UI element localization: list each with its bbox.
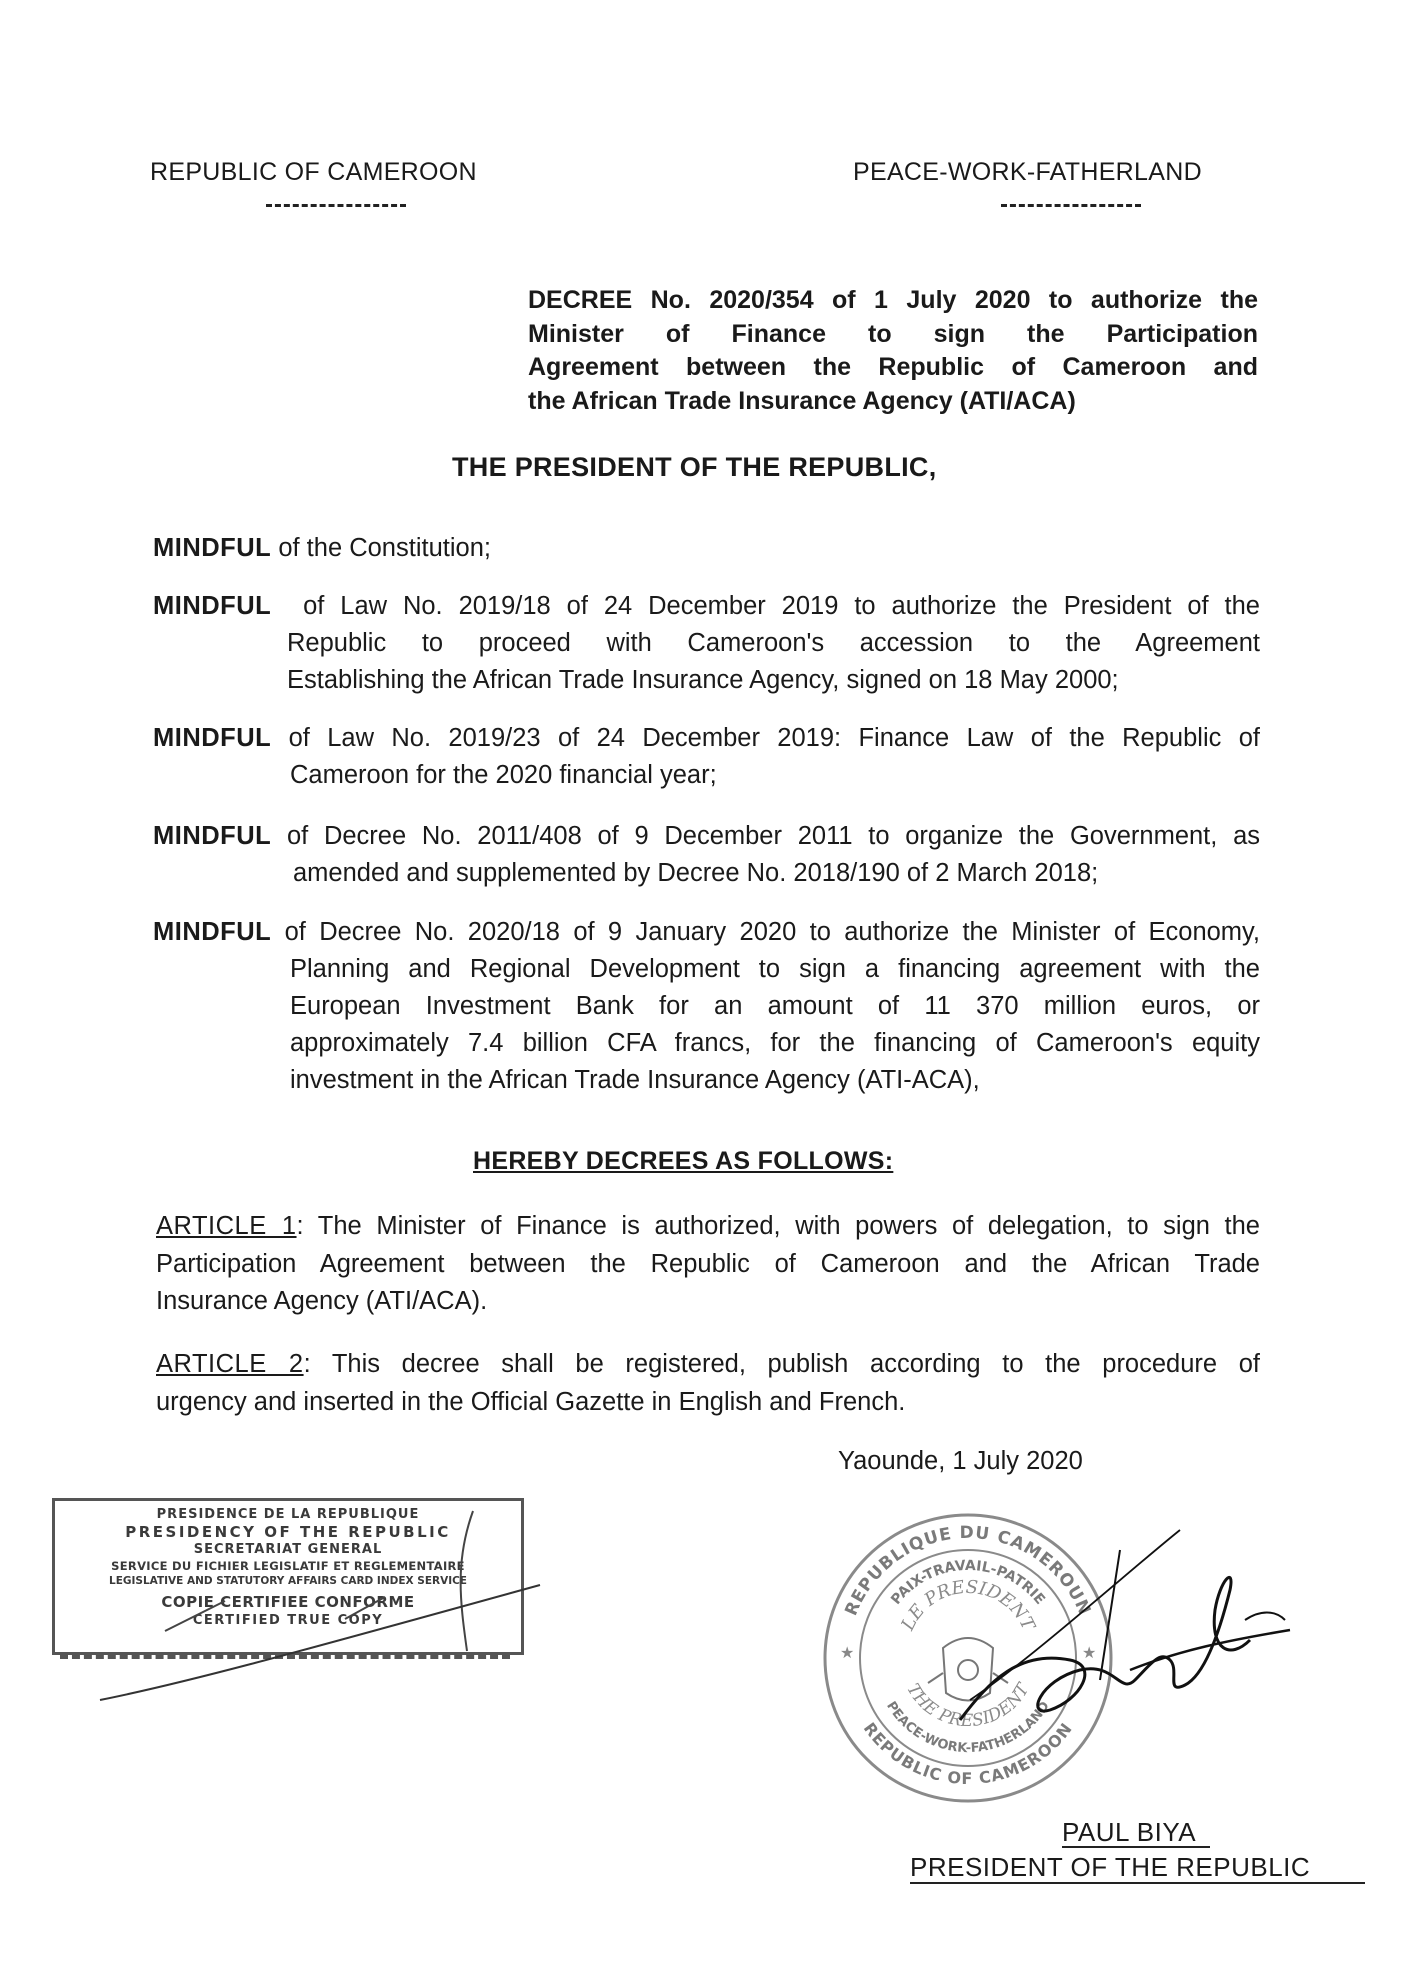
seal-label-top: LE PRESIDENT (897, 1576, 1039, 1634)
header-left-title: REPUBLIC OF CAMEROON (150, 158, 477, 186)
mindful-text: European Investment Bank for an amount of 11 370 million euros, or (290, 992, 1260, 1020)
mindful-text: Cameroon for the 2020 financial year; (290, 761, 717, 789)
stamp-pen-stroke (80, 1580, 550, 1720)
article-text: Participation Agreement between the Republic of Cameroon and the African Trade (156, 1249, 1260, 1278)
mindful-clause (153, 720, 1260, 794)
stamp-line: PRESIDENCY OF THE REPUBLIC (125, 1523, 451, 1541)
decree-title-line: Minister of Finance to sign the Participation (528, 319, 1258, 348)
signatory-title-underline (910, 1882, 1365, 1884)
mindful-text: of Law No. 2019/18 of 24 December 2019 to authorize the President of the (303, 592, 1260, 620)
seal-outer-bottom: REPUBLIC OF CAMEROON (859, 1718, 1077, 1789)
mindful-keyword: MINDFUL (153, 534, 272, 562)
mindful-clause (153, 914, 1260, 1099)
mindful-text: Establishing the African Trade Insurance Agency, signed on 18 May 2000; (287, 666, 1119, 694)
stamp-line: SECRETARIAT GENERAL (193, 1542, 383, 1557)
mindful-keyword: MINDFUL (153, 592, 272, 620)
header-left-divider (266, 204, 406, 207)
stamp-line: CERTIFIED TRUE COPY (192, 1613, 384, 1628)
mindful-keyword: MINDFUL (153, 822, 272, 850)
decree-title-line: the African Trade Insurance Agency (ATI/ACA) (528, 386, 1076, 415)
place-date: Yaounde, 1 July 2020 (838, 1447, 1083, 1475)
mindful-clause (153, 818, 1260, 892)
mindful-keyword: MINDFUL (153, 724, 272, 752)
svg-text:★: ★ (1082, 1645, 1097, 1662)
article-label: ARTICLE 1 (156, 1212, 297, 1240)
seal-inner-top: PAIX-TRAVAIL-PATRIE (888, 1557, 1048, 1608)
article-text: urgency and inserted in the Official Gazette in English and French. (156, 1387, 906, 1416)
mindful-keyword: MINDFUL (153, 918, 272, 946)
mindful-text: Republic to proceed with Cameroon's accession to the Agreement (287, 629, 1260, 657)
stamp-line: COPIE CERTIFIEE CONFORME (161, 1593, 415, 1611)
article-label: ARTICLE 2 (156, 1350, 304, 1378)
svg-text:★: ★ (840, 1645, 855, 1662)
decree-title (528, 284, 1258, 418)
header-right-divider (1001, 204, 1141, 207)
article-text: : This decree shall be registered, publish according to the procedure of (303, 1350, 1261, 1378)
signatory-name: PAUL BIYA (1062, 1817, 1197, 1847)
stamp-line: PRESIDENCE DE LA REPUBLIQUE (156, 1507, 420, 1522)
decree-title-line: Agreement between the Republic of Cameroon and (528, 353, 1258, 381)
signatory-title: PRESIDENT OF THE REPUBLIC (910, 1852, 1311, 1882)
mindful-clause (153, 588, 1260, 699)
article-text: Insurance Agency (ATI/ACA). (156, 1287, 488, 1315)
article-2 (156, 1346, 1260, 1421)
stamp-line: SERVICE DU FICHIER LEGISLATIF ET REGLEMENTAIRE (111, 1559, 465, 1573)
president-signature (930, 1510, 1300, 1750)
mindful-text: approximately 7.4 billion CFA francs, for the financing of Cameroon's equity (290, 1029, 1260, 1057)
mindful-clause (153, 530, 1260, 567)
seal-inner-bottom: PEACE-WORK-FATHERLAND (883, 1698, 1053, 1757)
mindful-text: Planning and Regional Development to sign a financing agreement with the (290, 955, 1260, 983)
header-right-title: PEACE-WORK-FATHERLAND (853, 158, 1202, 186)
mindful-text: of Decree No. 2011/408 of 9 December 2011 to organize the Government, as (286, 822, 1261, 850)
stamp-line: LEGISLATIVE AND STATUTORY AFFAIRS CARD INDEX SERVICE (109, 1575, 467, 1587)
decree-title-line: DECREE No. 2020/354 of 1 July 2020 to authorize the (528, 286, 1258, 314)
seal-outer-top: REPUBLIQUE DU CAMEROUN (841, 1522, 1095, 1619)
mindful-text: of the Constitution; (278, 534, 491, 562)
mindful-text: of Decree No. 2020/18 of 9 January 2020 to authorize the Minister of Economy, (284, 918, 1260, 946)
signatory-name-underline (1062, 1846, 1210, 1848)
mindful-text: of Law No. 2019/23 of 24 December 2019: Finance Law of the Republic of (288, 724, 1260, 752)
president-heading: THE PRESIDENT OF THE REPUBLIC, (452, 452, 937, 482)
article-text: : The Minister of Finance is authorized, with powers of delegation, to sign the (296, 1212, 1260, 1240)
mindful-text: amended and supplemented by Decree No. 2018/190 of 2 March 2018; (293, 859, 1099, 887)
mindful-text: investment in the African Trade Insurance Agency (ATI-ACA), (290, 1066, 980, 1094)
hereby-heading: HEREBY DECREES AS FOLLOWS: (473, 1147, 894, 1175)
seal-label-bottom: THE PRESIDENT (902, 1680, 1034, 1732)
article-1 (156, 1208, 1260, 1321)
